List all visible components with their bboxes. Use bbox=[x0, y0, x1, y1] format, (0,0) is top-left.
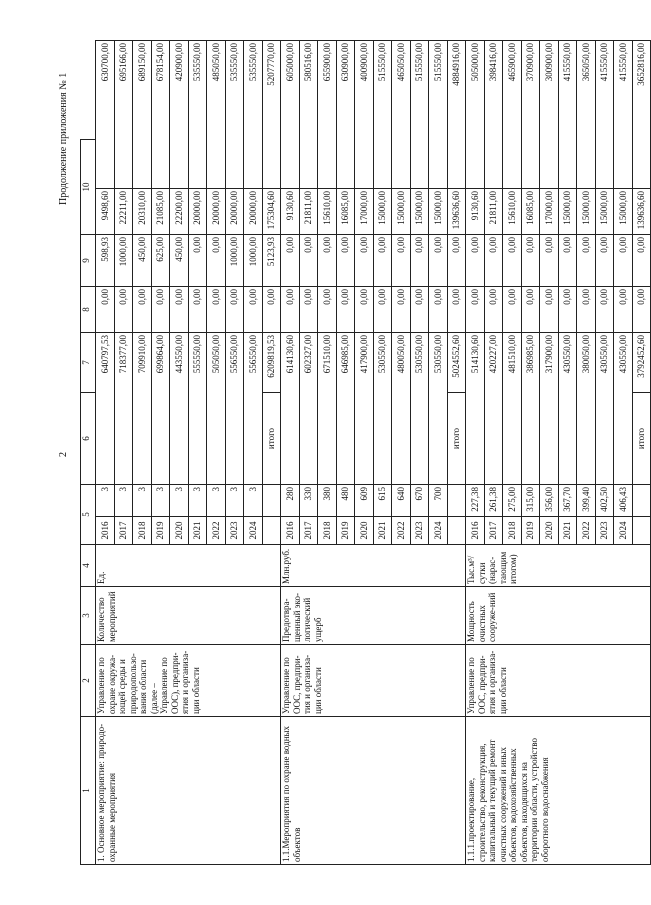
indicator-value-cell: 640 bbox=[392, 485, 411, 517]
regional-funding-cell: 0,00 bbox=[558, 235, 577, 287]
total-local-cell: 139636,60 bbox=[447, 189, 466, 235]
local-funding-cell: 20310,00 bbox=[133, 189, 152, 235]
local-funding-cell: 15000,00 bbox=[558, 189, 577, 235]
year-cell: 2021 bbox=[188, 517, 207, 545]
local-funding-cell: 15000,00 bbox=[429, 189, 448, 235]
total-funding-cell: 530550,00 bbox=[410, 333, 429, 485]
total-other-cell: 3652816,00 bbox=[632, 41, 651, 189]
indicator-value-cell: 609 bbox=[355, 485, 374, 517]
executor-cell: Управление по ООС, предпри-ятия и организа-ции области bbox=[466, 645, 651, 717]
total-funding-cell: 530550,00 bbox=[373, 333, 392, 485]
regional-funding-cell: 0,00 bbox=[540, 235, 559, 287]
regional-funding-cell: 0,00 bbox=[207, 235, 226, 287]
federal-funding-cell: 0,00 bbox=[577, 287, 596, 333]
regional-funding-cell: 450,00 bbox=[170, 235, 189, 287]
other-funding-cell: 630700,00 bbox=[96, 41, 115, 189]
total-sum-cell: 5024552,60 bbox=[447, 333, 466, 393]
col-header-8: 8 bbox=[81, 287, 96, 333]
total-funding-cell: 614130,60 bbox=[281, 333, 300, 485]
indicator-value-cell: 3 bbox=[151, 485, 170, 517]
federal-funding-cell: 0,00 bbox=[614, 287, 633, 333]
indicator-value-cell: 261,38 bbox=[484, 485, 503, 517]
total-federal-cell: 0,00 bbox=[262, 287, 281, 333]
other-funding-cell: 420900,00 bbox=[170, 41, 189, 189]
year-cell: 2021 bbox=[558, 517, 577, 545]
regional-funding-cell: 1000,00 bbox=[114, 235, 133, 287]
indicator-value-cell: 280 bbox=[281, 485, 300, 517]
indicator-value-cell: 3 bbox=[225, 485, 244, 517]
total-sum-cell: 6209819,53 bbox=[262, 333, 281, 393]
federal-funding-cell: 0,00 bbox=[466, 287, 485, 333]
year-cell: 2016 bbox=[96, 517, 115, 545]
year-cell: 2016 bbox=[466, 517, 485, 545]
year-cell: 2018 bbox=[133, 517, 152, 545]
total-local-cell: 139636,60 bbox=[632, 189, 651, 235]
indicator-value-cell: 3 bbox=[207, 485, 226, 517]
regional-funding-cell: 0,00 bbox=[595, 235, 614, 287]
federal-funding-cell: 0,00 bbox=[299, 287, 318, 333]
total-label: итого bbox=[447, 393, 466, 485]
total-funding-cell: 420227,00 bbox=[484, 333, 503, 485]
federal-funding-cell: 0,00 bbox=[225, 287, 244, 333]
total-other-cell: 5207770,00 bbox=[262, 41, 281, 189]
regional-funding-cell: 0,00 bbox=[281, 235, 300, 287]
federal-funding-cell: 0,00 bbox=[392, 287, 411, 333]
regional-funding-cell: 0,00 bbox=[429, 235, 448, 287]
regional-funding-cell: 625,00 bbox=[151, 235, 170, 287]
local-funding-cell: 15610,00 bbox=[503, 189, 522, 235]
regional-funding-cell: 0,00 bbox=[503, 235, 522, 287]
total-label: итого bbox=[262, 393, 281, 485]
total-funding-cell: 602327,00 bbox=[299, 333, 318, 485]
regional-funding-cell: 1000,00 bbox=[244, 235, 263, 287]
local-funding-cell: 15000,00 bbox=[392, 189, 411, 235]
total-funding-cell: 555550,00 bbox=[188, 333, 207, 485]
year-cell: 2018 bbox=[503, 517, 522, 545]
total-funding-cell: 317900,00 bbox=[540, 333, 559, 485]
col-header-7: 7 bbox=[81, 333, 96, 393]
other-funding-cell: 415550,00 bbox=[595, 41, 614, 189]
year-cell: 2018 bbox=[318, 517, 337, 545]
local-funding-cell: 20000,00 bbox=[188, 189, 207, 235]
total-funding-cell: 699864,00 bbox=[151, 333, 170, 485]
other-funding-cell: 535550,00 bbox=[225, 41, 244, 189]
table-row bbox=[96, 41, 115, 865]
continuation-note: Продолжение приложения № 1 bbox=[58, 72, 69, 205]
other-funding-cell: 535550,00 bbox=[188, 41, 207, 189]
other-funding-cell: 580516,00 bbox=[299, 41, 318, 189]
total-funding-cell: 443550,00 bbox=[170, 333, 189, 485]
regional-funding-cell: 0,00 bbox=[392, 235, 411, 287]
regional-funding-cell: 0,00 bbox=[336, 235, 355, 287]
regional-funding-cell: 0,00 bbox=[577, 235, 596, 287]
local-funding-cell: 16085,00 bbox=[336, 189, 355, 235]
unit-cell: Млн.руб. bbox=[281, 545, 466, 587]
total-label: итого bbox=[632, 393, 651, 485]
year-cell: 2017 bbox=[114, 517, 133, 545]
indicator-value-cell: 227,38 bbox=[466, 485, 485, 517]
other-funding-cell: 485050,00 bbox=[207, 41, 226, 189]
federal-funding-cell: 0,00 bbox=[595, 287, 614, 333]
regional-funding-cell: 598,93 bbox=[96, 235, 115, 287]
executor-cell: Управление по ООС, предпри-тия и организа-ции области bbox=[281, 645, 466, 717]
total-funding-cell: 430550,00 bbox=[558, 333, 577, 485]
indicator-cell: Предотвра-щенный эко-логический ущерб bbox=[281, 587, 466, 645]
local-funding-cell: 20000,00 bbox=[207, 189, 226, 235]
total-funding-cell: 530550,00 bbox=[429, 333, 448, 485]
year-cell: 2020 bbox=[355, 517, 374, 545]
other-funding-cell: 465900,00 bbox=[503, 41, 522, 189]
total-funding-cell: 640797,53 bbox=[96, 333, 115, 485]
other-funding-cell: 300900,00 bbox=[540, 41, 559, 189]
local-funding-cell: 17000,00 bbox=[355, 189, 374, 235]
year-cell: 2016 bbox=[281, 517, 300, 545]
local-funding-cell: 9130,60 bbox=[281, 189, 300, 235]
total-empty-cell bbox=[262, 485, 281, 517]
total-other-cell: 4884916,00 bbox=[447, 41, 466, 189]
total-sum-cell: 3792452,60 bbox=[632, 333, 651, 393]
year-cell: 2023 bbox=[410, 517, 429, 545]
indicator-value-cell: 670 bbox=[410, 485, 429, 517]
other-funding-cell: 398416,00 bbox=[484, 41, 503, 189]
year-cell: 2019 bbox=[151, 517, 170, 545]
indicator-value-cell: 399,40 bbox=[577, 485, 596, 517]
year-cell: 2019 bbox=[336, 517, 355, 545]
federal-funding-cell: 0,00 bbox=[429, 287, 448, 333]
regional-funding-cell: 0,00 bbox=[521, 235, 540, 287]
total-regional-cell: 0,00 bbox=[632, 235, 651, 287]
unit-cell: Тыс.м³/ сутки (нарас-тающим итогом) bbox=[466, 545, 651, 587]
total-local-cell: 175304,60 bbox=[262, 189, 281, 235]
indicator-value-cell: 367,70 bbox=[558, 485, 577, 517]
year-cell: 2024 bbox=[244, 517, 263, 545]
indicator-value-cell: 406,43 bbox=[614, 485, 633, 517]
page-number: 2 bbox=[58, 452, 69, 457]
regional-funding-cell: 0,00 bbox=[355, 235, 374, 287]
total-regional-cell: 5123,93 bbox=[262, 235, 281, 287]
total-funding-cell: 505050,00 bbox=[207, 333, 226, 485]
other-funding-cell: 515550,00 bbox=[410, 41, 429, 189]
year-cell: 2022 bbox=[392, 517, 411, 545]
other-funding-cell: 415550,00 bbox=[558, 41, 577, 189]
measure-name: 1.1.Мероприятия по охране водных объектов bbox=[281, 717, 466, 865]
total-funding-cell: 709910,00 bbox=[133, 333, 152, 485]
federal-funding-cell: 0,00 bbox=[521, 287, 540, 333]
col-header-9: 9 bbox=[81, 235, 96, 287]
indicator-value-cell: 380 bbox=[318, 485, 337, 517]
local-funding-cell: 16085,00 bbox=[521, 189, 540, 235]
total-funding-cell: 514130,60 bbox=[466, 333, 485, 485]
federal-funding-cell: 0,00 bbox=[540, 287, 559, 333]
total-funding-cell: 430550,00 bbox=[614, 333, 633, 485]
total-empty-cell bbox=[447, 517, 466, 545]
federal-funding-cell: 0,00 bbox=[96, 287, 115, 333]
federal-funding-cell: 0,00 bbox=[151, 287, 170, 333]
indicator-value-cell: 3 bbox=[133, 485, 152, 517]
indicator-value-cell: 3 bbox=[96, 485, 115, 517]
other-funding-cell: 535550,00 bbox=[244, 41, 263, 189]
federal-funding-cell: 0,00 bbox=[503, 287, 522, 333]
regional-funding-cell: 1000,00 bbox=[225, 235, 244, 287]
regional-funding-cell: 0,00 bbox=[373, 235, 392, 287]
local-funding-cell: 20000,00 bbox=[244, 189, 263, 235]
year-cell: 2023 bbox=[595, 517, 614, 545]
program-table bbox=[80, 40, 651, 865]
local-funding-cell: 9130,60 bbox=[466, 189, 485, 235]
local-funding-cell: 15000,00 bbox=[577, 189, 596, 235]
year-cell: 2017 bbox=[299, 517, 318, 545]
local-funding-cell: 9498,60 bbox=[96, 189, 115, 235]
local-funding-cell: 15000,00 bbox=[410, 189, 429, 235]
year-cell: 2021 bbox=[373, 517, 392, 545]
local-funding-cell: 21085,00 bbox=[151, 189, 170, 235]
federal-funding-cell: 0,00 bbox=[355, 287, 374, 333]
federal-funding-cell: 0,00 bbox=[114, 287, 133, 333]
federal-funding-cell: 0,00 bbox=[170, 287, 189, 333]
total-federal-cell: 0,00 bbox=[632, 287, 651, 333]
total-funding-cell: 556550,00 bbox=[244, 333, 263, 485]
col-header-10: 10 bbox=[81, 140, 96, 235]
local-funding-cell: 22200,00 bbox=[170, 189, 189, 235]
federal-funding-cell: 0,00 bbox=[410, 287, 429, 333]
regional-funding-cell: 0,00 bbox=[318, 235, 337, 287]
other-funding-cell: 370900,00 bbox=[521, 41, 540, 189]
total-funding-cell: 718377,00 bbox=[114, 333, 133, 485]
indicator-value-cell: 315,00 bbox=[521, 485, 540, 517]
unit-cell: Ед. bbox=[96, 545, 281, 587]
federal-funding-cell: 0,00 bbox=[318, 287, 337, 333]
regional-funding-cell: 0,00 bbox=[188, 235, 207, 287]
indicator-value-cell: 480 bbox=[336, 485, 355, 517]
regional-funding-cell: 0,00 bbox=[410, 235, 429, 287]
federal-funding-cell: 0,00 bbox=[133, 287, 152, 333]
federal-funding-cell: 0,00 bbox=[207, 287, 226, 333]
regional-funding-cell: 0,00 bbox=[484, 235, 503, 287]
table-body bbox=[96, 41, 651, 865]
year-cell: 2024 bbox=[429, 517, 448, 545]
indicator-value-cell: 3 bbox=[114, 485, 133, 517]
total-funding-cell: 417900,00 bbox=[355, 333, 374, 485]
total-empty-cell bbox=[447, 485, 466, 517]
indicator-value-cell: 356,00 bbox=[540, 485, 559, 517]
regional-funding-cell: 0,00 bbox=[299, 235, 318, 287]
col-header-1: 1 bbox=[81, 717, 96, 865]
indicator-value-cell: 615 bbox=[373, 485, 392, 517]
federal-funding-cell: 0,00 bbox=[188, 287, 207, 333]
measure-name: 1. Основное мероприятие: природо-охранные мероприятия bbox=[96, 717, 281, 865]
other-funding-cell: 605000,00 bbox=[281, 41, 300, 189]
federal-funding-cell: 0,00 bbox=[281, 287, 300, 333]
indicator-value-cell: 3 bbox=[188, 485, 207, 517]
total-funding-cell: 380050,00 bbox=[577, 333, 596, 485]
column-number-row bbox=[81, 41, 96, 865]
total-funding-cell: 430550,00 bbox=[595, 333, 614, 485]
other-funding-cell: 365050,00 bbox=[577, 41, 596, 189]
total-funding-cell: 481510,00 bbox=[503, 333, 522, 485]
federal-funding-cell: 0,00 bbox=[373, 287, 392, 333]
total-funding-cell: 480050,00 bbox=[392, 333, 411, 485]
other-funding-cell: 505000,00 bbox=[466, 41, 485, 189]
local-funding-cell: 17000,00 bbox=[540, 189, 559, 235]
indicator-value-cell: 3 bbox=[170, 485, 189, 517]
federal-funding-cell: 0,00 bbox=[336, 287, 355, 333]
year-cell: 2023 bbox=[225, 517, 244, 545]
other-funding-cell: 515550,00 bbox=[429, 41, 448, 189]
col-header-4: 4 bbox=[81, 545, 96, 587]
regional-funding-cell: 0,00 bbox=[466, 235, 485, 287]
other-funding-cell: 465050,00 bbox=[392, 41, 411, 189]
other-funding-cell: 678154,00 bbox=[151, 41, 170, 189]
local-funding-cell: 22211,00 bbox=[114, 189, 133, 235]
table-row bbox=[466, 41, 485, 865]
year-cell: 2020 bbox=[540, 517, 559, 545]
indicator-value-cell: 330 bbox=[299, 485, 318, 517]
year-cell: 2024 bbox=[614, 517, 633, 545]
col-header-6: 6 bbox=[81, 393, 96, 485]
measure-name: 1.1.1.проектирование, строительство, реконструкция, капитальный и текущий ремонт очистных сооружений и иных объектов, водохозяйственных объектов, находящихся на территории области, устройство оборотного водоснабжения bbox=[466, 717, 651, 865]
regional-funding-cell: 0,00 bbox=[614, 235, 633, 287]
local-funding-cell: 15000,00 bbox=[614, 189, 633, 235]
local-funding-cell: 21811,00 bbox=[299, 189, 318, 235]
indicator-value-cell: 700 bbox=[429, 485, 448, 517]
total-empty-cell bbox=[632, 517, 651, 545]
local-funding-cell: 20000,00 bbox=[225, 189, 244, 235]
total-empty-cell bbox=[262, 517, 281, 545]
year-cell: 2022 bbox=[207, 517, 226, 545]
local-funding-cell: 15000,00 bbox=[595, 189, 614, 235]
total-regional-cell: 0,00 bbox=[447, 235, 466, 287]
year-cell: 2019 bbox=[521, 517, 540, 545]
indicator-value-cell: 402,50 bbox=[595, 485, 614, 517]
other-funding-cell: 695166,00 bbox=[114, 41, 133, 189]
col-header-3: 3 bbox=[81, 587, 96, 645]
total-funding-cell: 386985,00 bbox=[521, 333, 540, 485]
total-empty-cell bbox=[632, 485, 651, 517]
federal-funding-cell: 0,00 bbox=[484, 287, 503, 333]
other-funding-cell: 630900,00 bbox=[336, 41, 355, 189]
total-federal-cell: 0,00 bbox=[447, 287, 466, 333]
col-header-2: 2 bbox=[81, 645, 96, 717]
other-funding-cell: 415550,00 bbox=[614, 41, 633, 189]
indicator-value-cell: 3 bbox=[244, 485, 263, 517]
regional-funding-cell: 450,00 bbox=[133, 235, 152, 287]
other-funding-cell: 515550,00 bbox=[373, 41, 392, 189]
other-funding-cell: 689150,00 bbox=[133, 41, 152, 189]
indicator-cell: Количество мероприятий bbox=[96, 587, 281, 645]
year-cell: 2022 bbox=[577, 517, 596, 545]
indicator-value-cell: 275,00 bbox=[503, 485, 522, 517]
total-funding-cell: 556550,00 bbox=[225, 333, 244, 485]
total-funding-cell: 671510,00 bbox=[318, 333, 337, 485]
local-funding-cell: 15000,00 bbox=[373, 189, 392, 235]
federal-funding-cell: 0,00 bbox=[558, 287, 577, 333]
other-funding-cell: 400900,00 bbox=[355, 41, 374, 189]
executor-cell: Управление по охране окружа-ющей среды и природопользо-вания области (далее – Управление по ООС), предпри-ятия и организа-ции области bbox=[96, 645, 281, 717]
year-cell: 2017 bbox=[484, 517, 503, 545]
year-cell: 2020 bbox=[170, 517, 189, 545]
col-header-5: 5 bbox=[81, 485, 96, 545]
indicator-cell: Мощность очистных сооруже-ний bbox=[466, 587, 651, 645]
local-funding-cell: 15610,00 bbox=[318, 189, 337, 235]
total-funding-cell: 646985,00 bbox=[336, 333, 355, 485]
local-funding-cell: 21811,00 bbox=[484, 189, 503, 235]
other-funding-cell: 655900,00 bbox=[318, 41, 337, 189]
federal-funding-cell: 0,00 bbox=[244, 287, 263, 333]
table-row bbox=[281, 41, 300, 865]
